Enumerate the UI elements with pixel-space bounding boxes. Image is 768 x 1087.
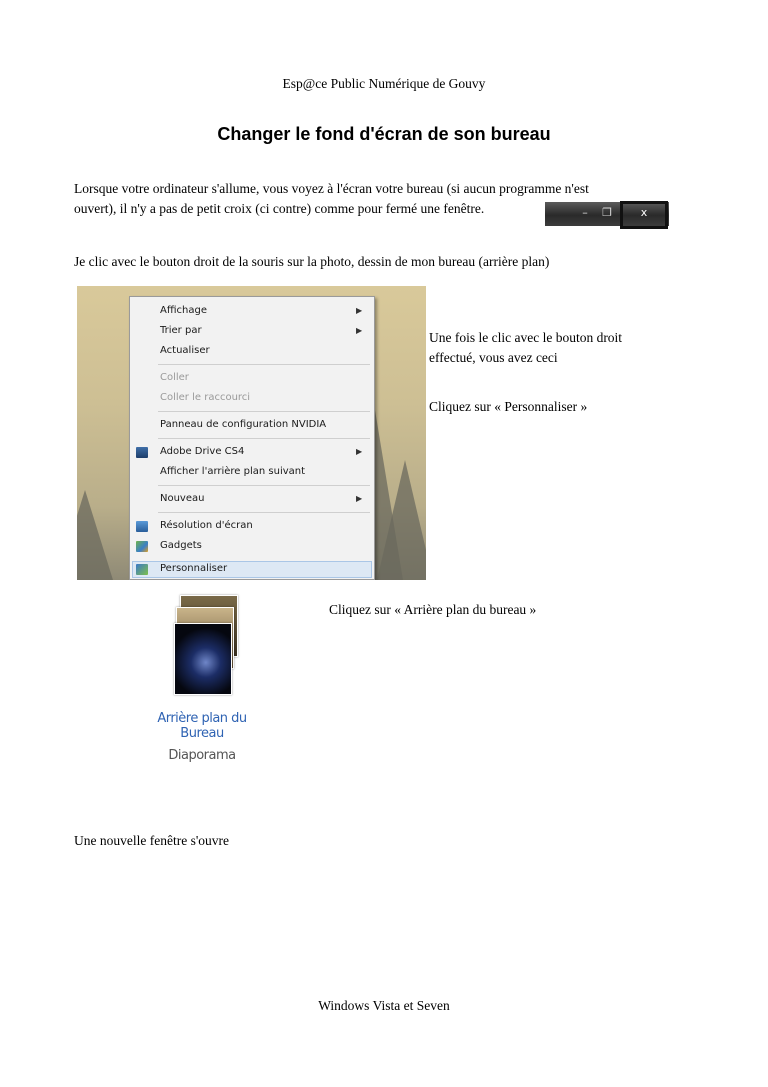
- display-icon: [136, 521, 148, 532]
- minimize-icon: –: [582, 206, 588, 219]
- desktop-background-label: Arrière plan du Bureau: [157, 711, 247, 741]
- side-note-3: Cliquez sur « Arrière plan du bureau »: [329, 602, 537, 617]
- menu-item-adobe-drive[interactable]: Adobe Drive CS4: [160, 446, 245, 457]
- menu-item-coller-raccourci[interactable]: Coller le raccourci: [160, 392, 251, 403]
- slideshow-image-front: [174, 623, 232, 695]
- menu-separator: [158, 364, 370, 365]
- intro-text-line2: ouvert), il n'y a pas de petit croix (ci contre) comme pour fermé une fenêtre.: [74, 201, 485, 216]
- close-icon: x: [640, 206, 648, 219]
- menu-separator: [158, 411, 370, 412]
- menu-separator: [158, 485, 370, 486]
- submenu-arrow-icon: ▶: [356, 306, 363, 315]
- submenu-arrow-icon: ▶: [356, 447, 363, 456]
- page-header: Esp@ce Public Numérique de Gouvy: [282, 76, 486, 91]
- gadgets-icon: [136, 541, 148, 552]
- submenu-arrow-icon: ▶: [356, 494, 363, 503]
- context-menu-screenshot: [77, 286, 426, 580]
- menu-item-resolution[interactable]: Résolution d'écran: [160, 520, 253, 531]
- side-note-1-line1: Une fois le clic avec le bouton droit: [429, 330, 623, 345]
- menu-item-personnaliser[interactable]: Personnaliser: [160, 563, 228, 574]
- desktop-background-icon[interactable]: [140, 593, 264, 783]
- step1-text: Je clic avec le bouton droit de la souris sur la photo, dessin de mon bureau (arrière plan): [74, 254, 550, 269]
- close-highlight-box: [620, 201, 668, 229]
- slideshow-label: Diaporama: [168, 748, 236, 763]
- menu-item-nouveau[interactable]: Nouveau: [160, 493, 205, 504]
- drive-icon: [136, 447, 148, 458]
- menu-item-nvidia[interactable]: Panneau de configuration NVIDIA: [160, 419, 327, 430]
- personalize-icon: [136, 564, 148, 575]
- menu-item-gadgets[interactable]: Gadgets: [160, 540, 202, 551]
- menu-separator: [158, 512, 370, 513]
- tree-silhouette: [77, 490, 113, 580]
- maximize-icon: ❐: [602, 206, 612, 219]
- page-footer: Windows Vista et Seven: [318, 998, 450, 1013]
- submenu-arrow-icon: ▶: [356, 326, 363, 335]
- menu-item-actualiser[interactable]: Actualiser: [160, 345, 210, 356]
- step2-text: Une nouvelle fenêtre s'ouvre: [74, 833, 229, 848]
- intro-text-line1: Lorsque votre ordinateur s'allume, vous voyez à l'écran votre bureau (si aucun programme n'est: [74, 181, 589, 196]
- side-note-1: [429, 328, 729, 368]
- side-note-1-line2: effectué, vous avez ceci: [429, 350, 558, 365]
- menu-separator: [158, 438, 370, 439]
- side-note-2: Cliquez sur « Personnaliser »: [429, 399, 588, 414]
- context-menu: [129, 296, 375, 580]
- page-title: Changer le fond d'écran de son bureau: [217, 124, 551, 144]
- menu-item-coller[interactable]: Coller: [160, 372, 189, 383]
- tree-silhouette: [377, 460, 426, 580]
- menu-item-trier-par[interactable]: Trier par: [160, 325, 202, 336]
- menu-item-affichage[interactable]: Affichage: [160, 305, 207, 316]
- menu-item-arriere-plan-suivant[interactable]: Afficher l'arrière plan suivant: [160, 466, 306, 477]
